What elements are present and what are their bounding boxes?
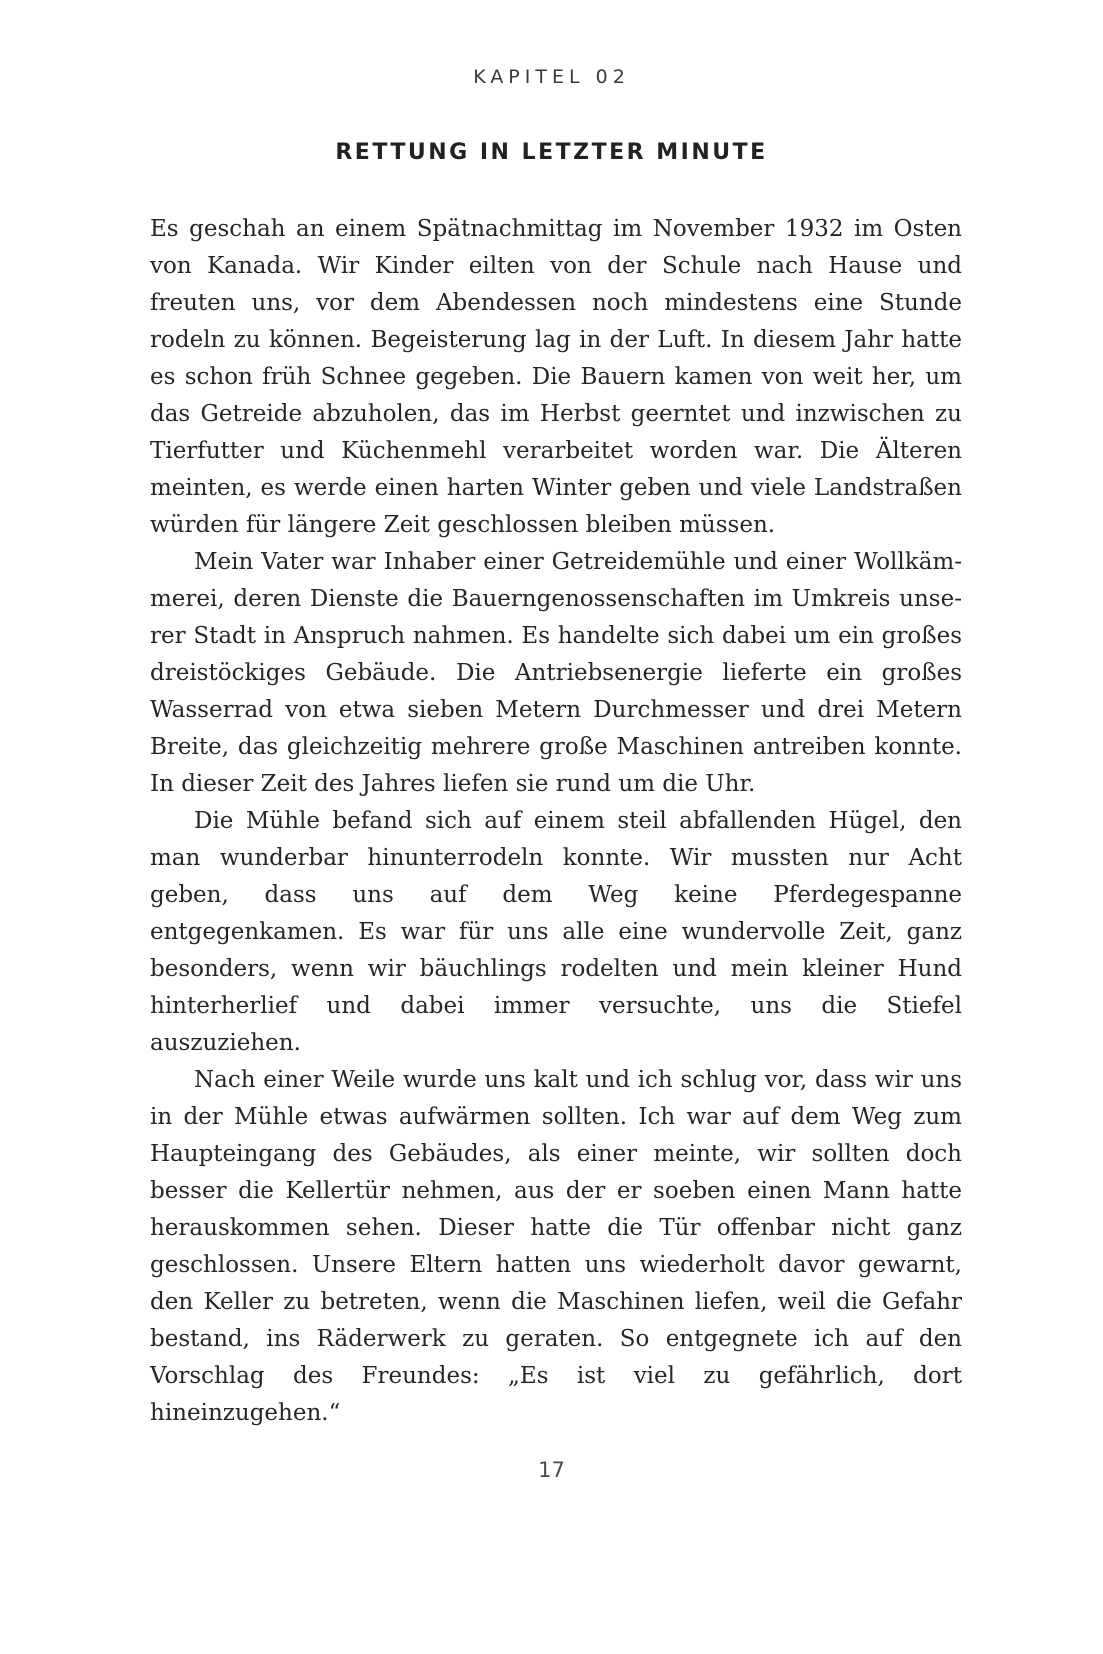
chapter-title: RETTUNG IN LETZTER MINUTE (335, 140, 768, 165)
paragraph-4: Nach einer Weile wurde uns kalt und ich schlug vor, dass wir uns in der Mühle etwas aufwärmen sollten. Ich war auf dem Weg zum Haupteingang des Gebäudes, als einer meinte, wir sollten doch besser die Kellertür nehmen, aus der er soeben einen Mann hatte herauskommen sehen. Dieser hatte die Tür offenbar nicht ganz geschlossen. Unsere Eltern hatten uns wiederholt davor gewarnt, den Keller zu betreten, wenn die Maschinen liefen, weil die Gefahr bestand, ins Räderwerk zu geraten. So entgegnete ich auf den Vorschlag des Freundes: „Es ist viel zu gefährlich, dort hineinzugehen.“ (150, 1067, 962, 1426)
chapter-label: KAPITEL 02 (473, 66, 630, 88)
paragraph-3: Die Mühle befand sich auf einem steil abfallenden Hügel, den man wunderbar hinunterrodeln konnte. Wir mussten nur Acht geben, dass uns auf dem Weg keine Pferdegespanne entgegenkamen. Es war für uns alle eine wundervolle Zeit, ganz besonders, wenn wir bäuchlings rodelten und mein kleiner Hund hinterherlief und dabei immer versuchte, uns die Stiefel auszuziehen. (150, 808, 962, 1056)
paragraph-1: Es geschah an einem Spätnachmittag im November 1932 im Osten von Kanada. Wir Kinder eilten von der Schule nach Hause und freuten uns, vor dem Abendessen noch mindestens eine Stunde rodeln zu können. Begeisterung lag in der Luft. In diesem Jahr hatte es schon früh Schnee gegeben. Die Bauern kamen von weit her, um das Getreide abzuholen, das im Herbst geerntet und inzwischen zu Tierfutter und Küchenmehl verarbeitet worden war. Die Älteren meinten, es werde einen harten Winter geben und viele Landstraßen würden für längere Zeit geschlossen bleiben müssen. (150, 216, 962, 538)
page-number: 17 (538, 1458, 565, 1482)
paragraph-2: Mein Vater war Inhaber einer Getreidemühle und einer Wollkämmerei, deren Dienste die Bauerngenossenschaften im Umkreis unserer Stadt in Anspruch nahmen. Es handelte sich dabei um ein großes dreistöckiges Gebäude. Die Antriebsenergie lieferte ein großes Wasserrad von etwa sieben Metern Durchmesser und drei Metern Breite, das gleichzeitig mehrere große Maschinen antreiben konnte. In dieser Zeit des Jahres liefen sie rund um die Uhr. (150, 549, 962, 797)
body-text (150, 211, 962, 1432)
